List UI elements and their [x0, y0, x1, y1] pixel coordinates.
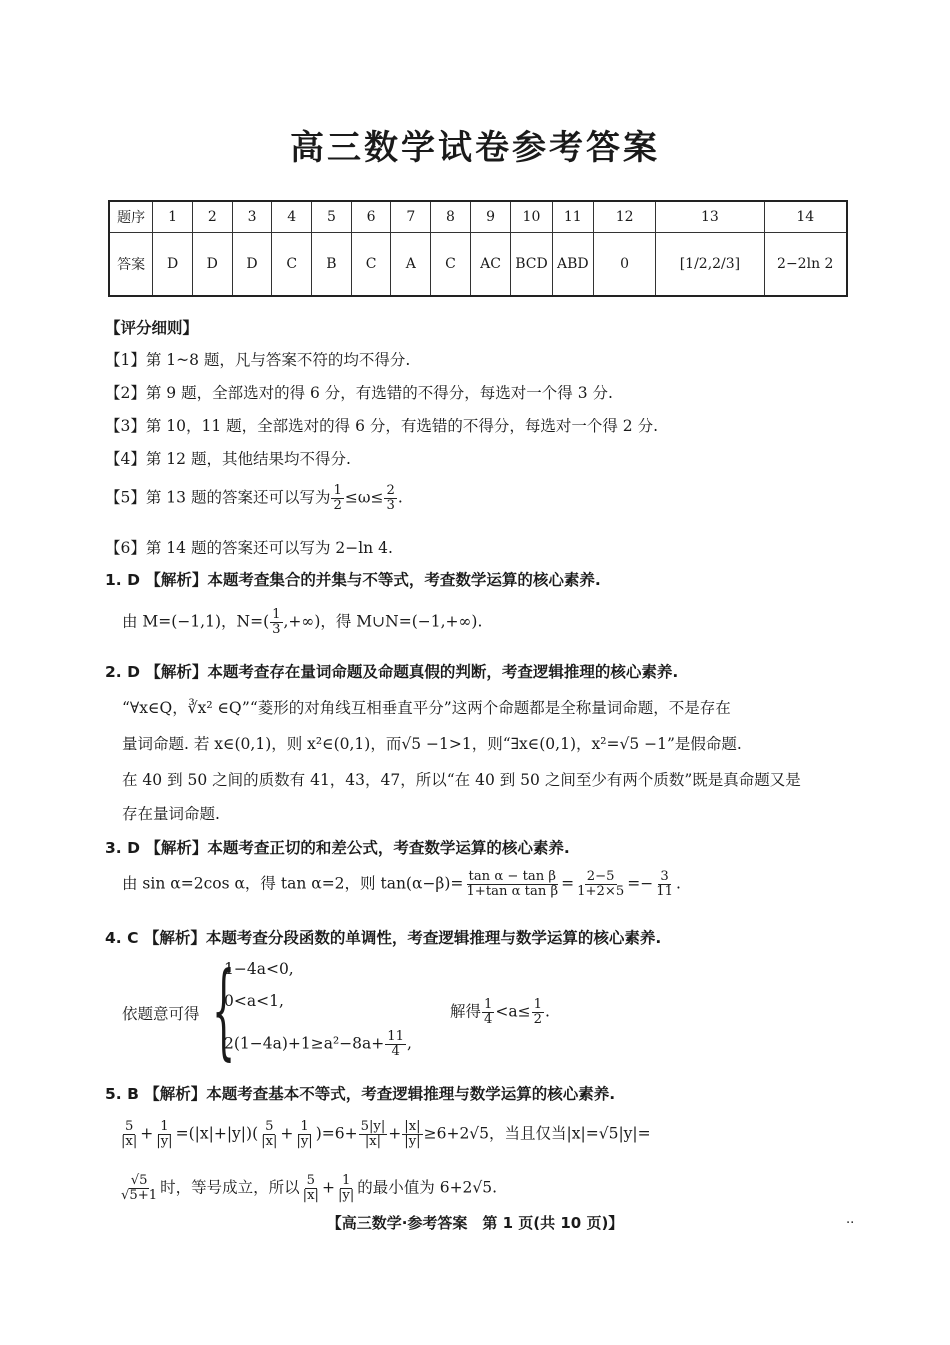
- q5-l2-end: 的最小值为 6+2√5.: [357, 1178, 498, 1197]
- frac-x-over-y: $\frac{|x|}{|y|}$: [404, 1119, 421, 1149]
- q1-body-b: ,+∞)，得 M∪N=(−1,+∞).: [283, 612, 483, 631]
- question-number: 7: [391, 201, 431, 233]
- q2-line-2: 量词命题. 若 x∈(0,1)，则 x²∈(0,1)，而√5 −1>1，则“∃x∈(0,1)，x²=√5 −1”是假命题.: [122, 735, 742, 753]
- question-number: 3: [232, 201, 272, 233]
- rule-2: 【2】第 9 题，全部选对的得 6 分，有选错的不得分，每选对一个得 3 分.: [105, 384, 613, 402]
- q4-solve-label: 解得: [450, 1002, 482, 1021]
- q4-condition-1: 1−4a<0,: [224, 960, 294, 978]
- q5-l1-eq: )=6+: [315, 1124, 358, 1143]
- q1-body-a: 由 M=(−1,1)，N=(: [122, 612, 270, 631]
- q4-lead: 依题意可得: [122, 1005, 200, 1023]
- fraction-one-third: $\frac{1}{3}$: [272, 607, 281, 637]
- table-row-numbers: [109, 201, 847, 233]
- rule-4: 【4】第 12 题，其他结果均不得分.: [105, 450, 351, 468]
- frac-sqrt5-over-sqrt5-plus-1: $\frac{√5}{√5+1}$: [121, 1173, 158, 1203]
- fraction-one-half-b: $\frac{1}{2}$: [533, 997, 542, 1027]
- answer-cell: 2−2ln 2: [764, 233, 847, 297]
- answer-cell: BCD: [511, 233, 552, 297]
- question-number: 11: [552, 201, 593, 233]
- answer-cell: D: [153, 233, 193, 297]
- answer-cell: A: [391, 233, 431, 297]
- q3-body: 由 sin α=2cos α，得 tan α=2，则 tan(α−β)= $\frac{\text{tan α − tan β}}{\text{1+tan α tan β}}$ = $\frac{2-5}{1+2\times 5}$ =− $\frac{3}{11}$ .: [122, 869, 681, 899]
- tan-difference-fraction: $\frac{\text{tan α − tan β}}{\text{1+tan α tan β}}$: [466, 869, 559, 899]
- answer-cell: AC: [470, 233, 510, 297]
- corner-mark: ..: [846, 1212, 855, 1227]
- q4-solution: 解得 $\frac{1}{4}$ <a≤ $\frac{1}{2}$ .: [450, 997, 550, 1027]
- page-footer: 【高三数学·参考答案 第 1 页(共 10 页)】: [326, 1214, 624, 1232]
- q3-heading: 3. D 【解析】本题考查正切的和差公式，考查数学运算的核心素养.: [105, 839, 570, 857]
- question-number: 8: [431, 201, 471, 233]
- answer-cell: C: [431, 233, 471, 297]
- question-number: 12: [593, 201, 655, 233]
- question-number: 9: [470, 201, 510, 233]
- rule-5: 【5】第 13 题的答案还可以写为 $\frac{1}{2}$ ≤ω≤ $\frac{2}{3}$ .: [105, 483, 403, 513]
- question-number: 6: [351, 201, 391, 233]
- question-number: 5: [312, 201, 352, 233]
- question-number: 4: [272, 201, 312, 233]
- question-number: 1: [153, 201, 193, 233]
- frac-1-over-y-c: $\frac{1}{|y|}$: [337, 1173, 355, 1203]
- rule-5-relation: ≤ω≤: [344, 488, 384, 507]
- rule-1: 【1】第 1~8 题，凡与答案不符的均不得分.: [105, 351, 411, 369]
- header-label: 题序: [109, 201, 153, 233]
- result-fraction: $\frac{3}{11}$: [656, 869, 673, 899]
- page-title: 高三数学试卷参考答案: [290, 128, 660, 168]
- q1-body: [122, 608, 482, 637]
- q5-l1-mid: =(|x|+|y|)(: [175, 1124, 259, 1143]
- answer-cell: [1/2,2/3]: [656, 233, 764, 297]
- q2-line-3: 在 40 到 50 之间的质数有 41，43，47，所以“在 40 到 50 之间至少有两个质数”既是真命题又是: [122, 771, 801, 789]
- answer-label: 答案: [109, 233, 153, 297]
- answer-cell: 0: [593, 233, 655, 297]
- question-number: 2: [192, 201, 232, 233]
- answer-cell: B: [312, 233, 352, 297]
- q4-relation: <a≤: [495, 1002, 531, 1021]
- rules-heading: 【评分细则】: [105, 319, 199, 337]
- fraction-two-thirds: $\frac{2}{3}$: [386, 483, 395, 513]
- question-number: 14: [764, 201, 847, 233]
- frac-5-over-x: $\frac{5}{|x|}$: [121, 1119, 138, 1149]
- q5-line-2: $\frac{√5}{√5+1}$ 时，等号成立，所以 $\frac{5}{|x|}$ + $\frac{1}{|y|}$ 的最小值为 6+2√5.: [121, 1173, 498, 1203]
- answer-cell: C: [351, 233, 391, 297]
- frac-1-over-y-b: $\frac{1}{|y|}$: [296, 1119, 313, 1149]
- answer-cell: C: [272, 233, 312, 297]
- q4-condition-3-text: 2(1−4a)+1≥a²−8a+: [224, 1034, 385, 1053]
- frac-5-over-x-b: $\frac{5}{|x|}$: [261, 1119, 278, 1149]
- answer-cell: ABD: [552, 233, 593, 297]
- q1-heading: 1. D 【解析】本题考查集合的并集与不等式，考查数学运算的核心素养.: [105, 571, 601, 589]
- rule-6: 【6】第 14 题的答案还可以写为 2−ln 4.: [105, 539, 393, 557]
- system-brace: {: [212, 949, 236, 1071]
- answer-table: [108, 200, 848, 297]
- frac-1-over-y: $\frac{1}{|y|}$: [156, 1119, 173, 1149]
- answer-cell: D: [232, 233, 272, 297]
- answer-cell: D: [192, 233, 232, 297]
- numeric-fraction: $\frac{2-5}{1+2\times 5}$: [577, 869, 625, 899]
- fraction-eleven-quarters: $\frac{11}{4}$: [387, 1029, 405, 1059]
- fraction-one-quarter: $\frac{1}{4}$: [484, 997, 493, 1027]
- q4-heading: 4. C 【解析】本题考查分段函数的单调性，考查逻辑推理与数学运算的核心素养.: [105, 929, 662, 947]
- q3-body-a: 由 sin α=2cos α，得 tan α=2，则 tan(α−β)=: [122, 874, 464, 893]
- frac-5y-over-x: $\frac{5|y|}{|x|}$: [360, 1119, 386, 1149]
- q5-l1-end: ≥6+2√5，当且仅当|x|=√5|y|=: [423, 1124, 651, 1143]
- rule-5-prefix: 【5】第 13 题的答案还可以写为: [105, 488, 331, 507]
- q2-line-1: “∀x∈Q，∛x² ∈Q”“菱形的对角线互相垂直平分”这两个命题都是全称量词命题，不是存在: [122, 699, 731, 717]
- frac-5-over-x-c: $\frac{5}{|x|}$: [302, 1173, 319, 1203]
- table-row-answers: [109, 233, 847, 297]
- fraction-one-half: $\frac{1}{2}$: [333, 483, 342, 513]
- q4-condition-3: 2(1−4a)+1≥a²−8a+ $\frac{11}{4}$ ,: [224, 1029, 412, 1059]
- q5-heading: 5. B 【解析】本题考查基本不等式，考查逻辑推理与数学运算的核心素养.: [105, 1085, 616, 1103]
- rule-3: 【3】第 10，11 题，全部选对的得 6 分，有选错的不得分，每选对一个得 2 分.: [105, 417, 659, 435]
- q5-line-1: $\frac{5}{|x|}$ + $\frac{1}{|y|}$ =(|x|+|y|)( $\frac{5}{|x|}$ + $\frac{1}{|y|}$ )=6+ $\frac{5|y|}{|x|}$ + $\frac{|x|}{|y|}$ ≥6+2√5，当且仅当|x|=√5|y|=: [121, 1119, 651, 1149]
- q5-l2-mid: 时，等号成立，所以: [160, 1178, 300, 1197]
- question-number: 13: [656, 201, 764, 233]
- q2-line-4: 存在量词命题.: [122, 805, 220, 823]
- q2-heading: 2. D 【解析】本题考查存在量词命题及命题真假的判断，考查逻辑推理的核心素养.: [105, 663, 679, 681]
- question-number: 10: [511, 201, 552, 233]
- q4-condition-2: 0<a<1,: [224, 992, 284, 1010]
